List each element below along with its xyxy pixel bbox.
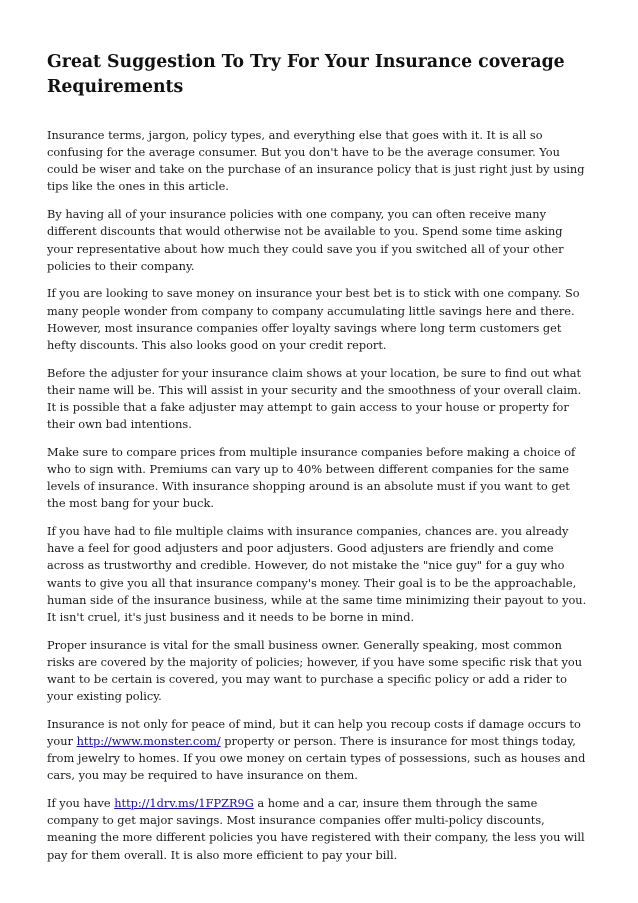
- paragraph-1: Insurance terms, jargon, policy types, and everything else that goes with it. It is all so confusing for the average consumer. But you don't have to be the average consumer. You could be wiser and take on the purchase of an insurance policy that is just right just by using tips like the ones in this article.: [47, 128, 585, 194]
- paragraph-8-text-before: Insurance is not only for peace of mind, but it can help you recoup costs if damage occurs to your: [47, 716, 581, 748]
- paragraph-9: [47, 795, 591, 864]
- paragraph-8: [47, 716, 591, 785]
- document-title: Great Suggestion To Try For Your Insurance coverage Requirements: [47, 52, 565, 97]
- paragraph-9-text-after: a home and a car, insure them through the same company to get major savings. Most insurance companies offer multi-policy discounts, meaning the more different policies you have registered with their company, the less you will pay for them overall. It is also more efficient to pay your bill.: [47, 796, 585, 862]
- paragraph-3: If you are looking to save money on insurance your best bet is to stick with one company. So many people wonder from company to company accumulating little savings here and there. However, most insurance companies offer loyalty savings where long term customers get hefty discounts. This also looks good on your credit report.: [47, 286, 580, 352]
- paragraph-4: Before the adjuster for your insurance claim shows at your location, be sure to find out what their name will be. This will assist in your security and the smoothness of your overall claim. It is possible that a fake adjuster may attempt to gain access to your house or property for their own bad intentions.: [47, 365, 582, 432]
- paragraph-2: By having all of your insurance policies with one company, you can often receive many different discounts that would otherwise not be available to you. Spend some time asking your representative about how much they could save you if you switched all of your other policies to their company.: [47, 207, 564, 273]
- paragraph-5: Make sure to compare prices from multiple insurance companies before making a choice of who to sign with. Premiums can vary up to 40% between different companies for the same levels of insurance. With insurance shopping around is an absolute must if you want to get the most bang for your buck.: [47, 444, 576, 511]
- paragraph-8-text-after: property or person. There is insurance for most things today, from jewelry to homes. If you owe money on certain types of possessions, such as houses and cars, you may be required to have insurance on them.: [47, 734, 586, 783]
- paragraph-6: If you have had to file multiple claims with insurance companies, chances are. you already have a feel for good adjusters and poor adjusters. Good adjusters are friendly and come across as trustworthy and credible. However, do not mistake the "nice guy" for a guy who wants to give you all that insurance company's money. Their goal is to be the approachable, human side of the insurance business, while at the same time minimizing their payout to you. It isn't cruel, it's just business and it needs to be borne in mind.: [47, 524, 587, 624]
- paragraph-9-text-before: If you have: [47, 796, 115, 811]
- monster-link[interactable]: http://www.monster.com/: [76, 734, 221, 748]
- paragraph-7: Proper insurance is vital for the small business owner. Generally speaking, most common risks are covered by the majority of policies; however, if you have some specific risk that you want to be certain is covered, you may want to purchase a specific policy or add a rider to your existing policy.: [47, 637, 583, 704]
- onedrive-link[interactable]: http://1drv.ms/1FPZR9G: [114, 796, 254, 811]
